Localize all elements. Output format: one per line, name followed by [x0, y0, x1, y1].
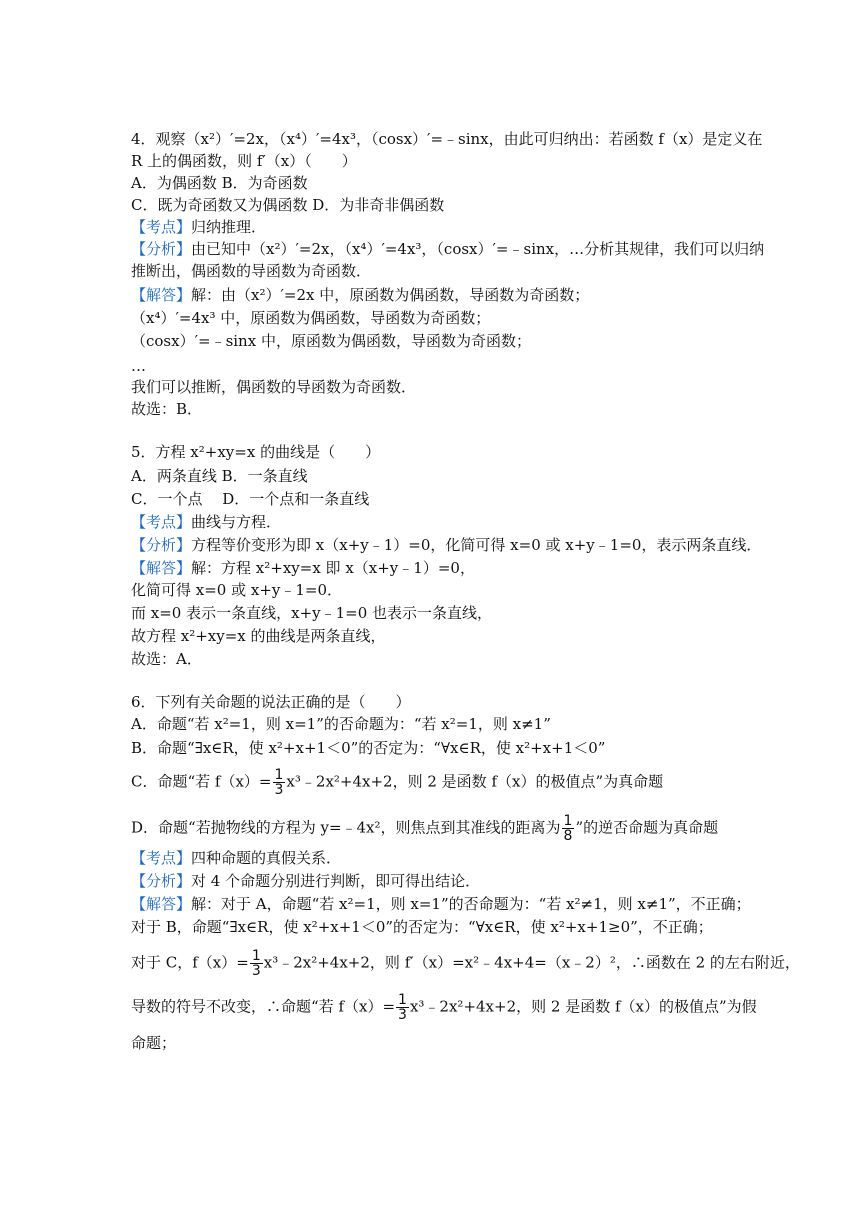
- fraction-one-third: [273, 768, 286, 797]
- q6-jieda-line5: 命题；: [131, 1034, 177, 1052]
- q5-stem: 5．方程 x²+xy=x 的曲线是（ ）: [131, 443, 381, 461]
- q4-jieda-line3: （cosx）′=﹣sinx 中，原函数为偶函数，导函数为奇函数；: [131, 332, 531, 350]
- fraction-denominator: 8: [563, 828, 573, 844]
- fenxi-text: 对 4 个命题分别进行判断，即可得出结论．: [191, 872, 481, 890]
- q4-jieda-line1: [131, 284, 589, 306]
- fenxi-tag: 【分析】: [131, 536, 192, 554]
- q5-fenxi: [131, 534, 761, 556]
- fraction-one-third: [396, 993, 409, 1022]
- q4-fenxi-line1: [131, 238, 764, 260]
- fraction-numerator: 1: [563, 813, 573, 829]
- q4-fenxi-line2: 推断出，偶函数的导函数为奇函数．: [131, 262, 372, 280]
- fenxi-text: 由已知中（x²）′=2x，（x⁴）′=4x³，（cosx）′=﹣sinx，…分析其规律，我们可以归纳: [191, 240, 765, 258]
- q6-kaodian: [131, 847, 341, 869]
- q4-options-cd: C．既为奇函数又为偶函数 D．为非奇非偶函数: [131, 196, 445, 214]
- q5-kaodian: [131, 511, 281, 533]
- jieda-tag: 【解答】: [131, 895, 192, 913]
- q6-fenxi: [131, 870, 480, 892]
- option-d-suffix: ”的逆否命题为真命题: [575, 818, 719, 837]
- jieda-tag: 【解答】: [131, 286, 192, 304]
- q5-jieda-line5: 故选：A．: [131, 650, 202, 668]
- jieda-text: 解：对于 A，命题“若 x²=1，则 x=1”的否命题为：“若 x²≠1，则 x≠1”，不正确；: [191, 895, 751, 913]
- kaodian-text: 曲线与方程．: [191, 513, 282, 531]
- kaodian-text: 归纳推理．: [191, 218, 267, 236]
- fraction-denominator: 3: [398, 1007, 407, 1023]
- q6-jieda-line2: 对于 B，命题“∃x∈R，使 x²+x+1＜0”的否定为：“∀x∈R，使 x²+x+1≥0”，不正确；: [131, 918, 713, 936]
- q6-option-b: B．命题“∃x∈R，使 x²+x+1＜0”的否定为：“∀x∈R，使 x²+x+1＜0”: [131, 739, 606, 757]
- kaodian-tag: 【考点】: [131, 849, 192, 867]
- jieda-text: 解：由（x²）′=2x 中，原函数为偶函数，导函数为奇函数；: [191, 286, 590, 304]
- q6-option-c: [131, 768, 663, 797]
- q4-stem-line2: R 上的偶函数，则 f′（x）（ ）: [131, 152, 357, 170]
- option-d-prefix: D．命题“若抛物线的方程为 y=﹣4x²，则焦点到其准线的距离为: [131, 818, 561, 837]
- fraction-numerator: 1: [251, 948, 261, 964]
- kaodian-tag: 【考点】: [131, 513, 192, 531]
- q4-options-ab: A．为偶函数 B．为奇函数: [131, 174, 308, 192]
- q4-jieda-line2: （x⁴）′=4x³ 中，原函数为偶函数，导函数为奇函数；: [131, 309, 491, 327]
- q6-option-a: A．命题“若 x²=1，则 x=1”的否命题为：“若 x²=1，则 x≠1”: [131, 715, 551, 733]
- q6-option-d: [131, 814, 718, 843]
- fraction-denominator: 3: [274, 782, 284, 798]
- q4-jieda-line4: …: [131, 357, 146, 375]
- q5-options-cd: C．一个点 D．一个点和一条直线: [131, 490, 370, 508]
- kaodian-text: 四种命题的真假关系．: [191, 849, 342, 867]
- fraction-denominator: 3: [251, 963, 261, 979]
- q6-jieda-line3: [131, 949, 800, 978]
- q6-stem: 6．下列有关命题的说法正确的是（ ）: [131, 693, 411, 711]
- fraction-numerator: 1: [274, 767, 284, 783]
- q5-jieda-line2: 化简可得 x=0 或 x+y﹣1=0．: [131, 581, 343, 599]
- q4-jieda-line6: 故选：B．: [131, 400, 203, 418]
- q6-jieda-line1: [131, 893, 751, 915]
- jieda-line3-suffix: x³﹣2x²+4x+2，则 f′（x）=x²﹣4x+4=（x﹣2）²，∴函数在 2 的左右附近，: [263, 953, 800, 972]
- fenxi-text: 方程等价变形为即 x（x+y﹣1）=0，化简可得 x=0 或 x+y﹣1=0，表示两条直线．: [191, 536, 762, 554]
- option-c-prefix: C．命题“若 f（x）=: [131, 772, 272, 791]
- option-c-suffix: x³﹣2x²+4x+2，则 2 是函数 f（x）的极值点”为真命题: [286, 772, 664, 791]
- fraction-numerator: 1: [398, 992, 407, 1008]
- q5-jieda-line4: 故方程 x²+xy=x 的曲线是两条直线，: [131, 627, 386, 645]
- q4-jieda-line5: 我们可以推断，偶函数的导函数为奇函数．: [131, 378, 417, 396]
- kaodian-tag: 【考点】: [131, 218, 192, 236]
- jieda-line3-prefix: 对于 C，f（x）=: [131, 953, 249, 972]
- q6-jieda-line4: [131, 993, 757, 1022]
- q5-jieda-line3: 而 x=0 表示一条直线，x+y﹣1=0 也表示一条直线，: [131, 604, 493, 622]
- jieda-tag: 【解答】: [131, 559, 192, 577]
- jieda-text: 解：方程 x²+xy=x 即 x（x+y﹣1）=0，: [191, 559, 475, 577]
- fenxi-tag: 【分析】: [131, 872, 192, 890]
- fraction-one-third: [250, 949, 263, 978]
- q4-kaodian: [131, 216, 266, 238]
- q5-jieda-line1: [131, 557, 475, 579]
- jieda-line4-prefix: 导数的符号不改变，∴命题“若 f（x）=: [131, 997, 396, 1016]
- fraction-one-eighth: [562, 814, 575, 843]
- jieda-line4-suffix: x³﹣2x²+4x+2，则 2 是函数 f（x）的极值点”为假: [409, 997, 757, 1016]
- q5-options-ab: A．两条直线 B．一条直线: [131, 467, 308, 485]
- fenxi-tag: 【分析】: [131, 240, 192, 258]
- q4-stem-line1: 4．观察（x²）′=2x，（x⁴）′=4x³，（cosx）′=﹣sinx，由此可归纳出：若函数 f（x）是定义在: [131, 130, 763, 148]
